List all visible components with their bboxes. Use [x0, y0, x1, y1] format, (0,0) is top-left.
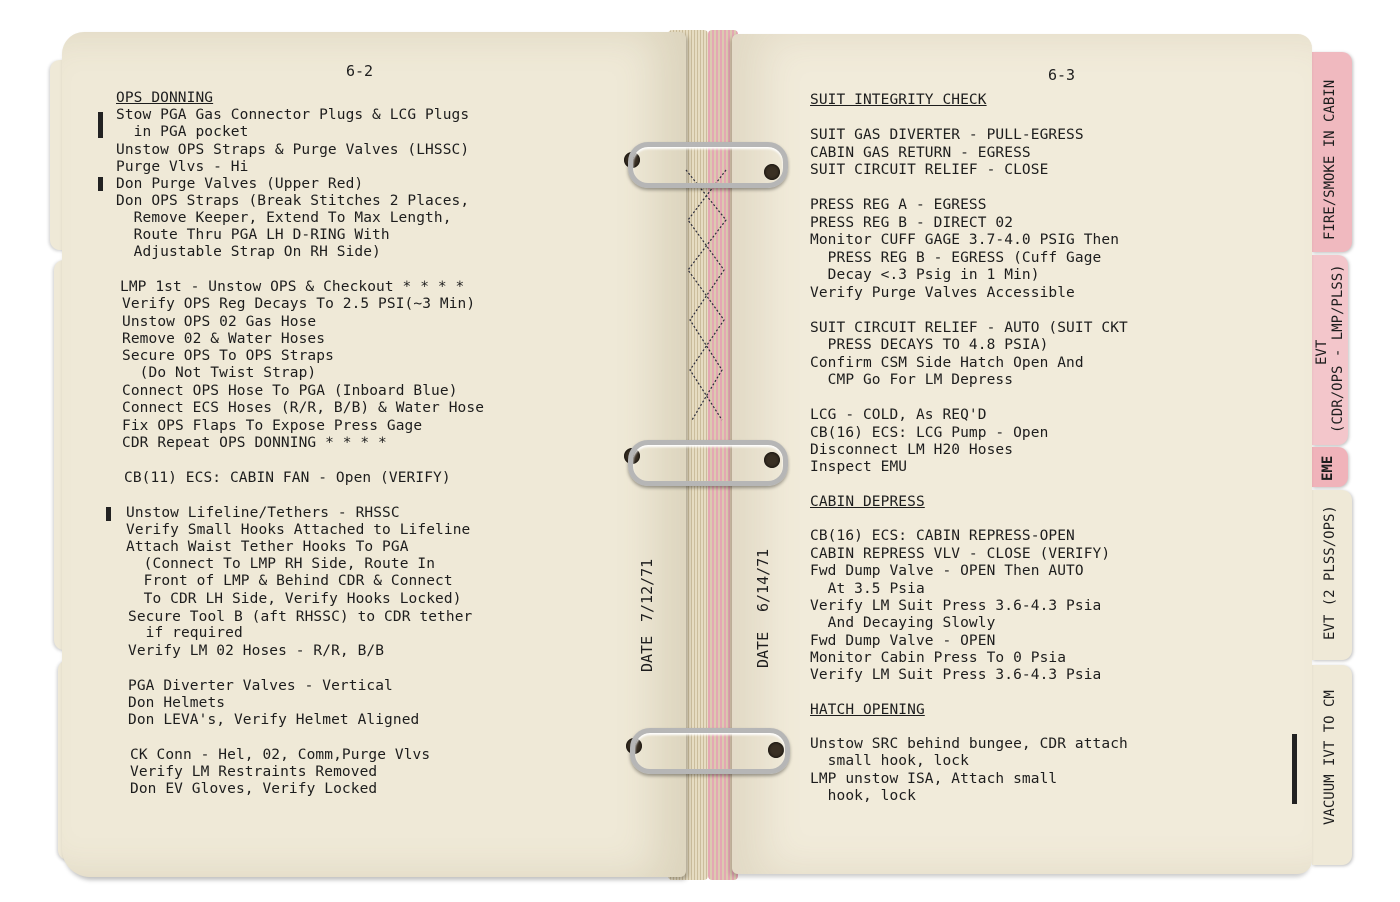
tab-vacuum-ivt[interactable]: [1312, 665, 1352, 865]
checklist-line: (Do Not Twist Strap): [122, 365, 317, 381]
checklist-line: Verify LM 02 Hoses - R/R, B/B: [128, 643, 385, 659]
checklist-line: Purge Vlvs - Hi: [116, 159, 249, 175]
section-heading: SUIT INTEGRITY CHECK: [810, 92, 987, 108]
date-value: 7/12/71: [638, 558, 656, 622]
checklist-line: Verify Purge Valves Accessible: [810, 285, 1075, 301]
checklist-line: PGA Diverter Valves - Vertical: [128, 678, 393, 694]
checklist-line: LMP 1st - Unstow OPS & Checkout * * * *: [120, 279, 465, 295]
section-heading: OPS DONNING: [116, 90, 214, 106]
checklist-line: Verify OPS Reg Decays To 2.5 PSI(~3 Min): [122, 296, 476, 312]
checklist-line: Monitor CUFF GAGE 3.7-4.0 PSIG Then: [810, 232, 1120, 248]
checklist-line: Secure OPS To OPS Straps: [122, 348, 334, 364]
checklist-line: To CDR LH Side, Verify Hooks Locked): [126, 591, 462, 607]
checklist-line: Don Helmets: [128, 695, 226, 711]
binder-ring: [628, 440, 788, 486]
checklist-line: Connect OPS Hose To PGA (Inboard Blue): [122, 383, 458, 399]
checklist-line: Unstow OPS Straps & Purge Valves (LHSSC): [116, 142, 470, 158]
checklist-line: PRESS REG B - EGRESS (Cuff Gage: [810, 250, 1102, 266]
checklist-line: CB(16) ECS: CABIN REPRESS-OPEN: [810, 528, 1075, 544]
checklist-line: Unstow SRC behind bungee, CDR attach: [810, 736, 1128, 752]
checklist-line: Inspect EMU: [810, 459, 908, 475]
checklist-line: Fix OPS Flaps To Expose Press Gage: [122, 418, 423, 434]
checklist-line: CB(11) ECS: CABIN FAN - Open (VERIFY): [124, 470, 451, 486]
checklist-line: Adjustable Strap On RH Side): [116, 244, 381, 260]
checklist-line: Disconnect LM H20 Hoses: [810, 442, 1014, 458]
checklist-line: At 3.5 Psia: [810, 581, 925, 597]
checklist-line: Decay <.3 Psig in 1 Min): [810, 267, 1040, 283]
checklist-line: (Connect To LMP RH Side, Route In: [126, 556, 436, 572]
page-number: 6-3: [1048, 66, 1076, 84]
checklist-line: Don OPS Straps (Break Stitches 2 Places,: [116, 193, 470, 209]
checklist-line: Verify LM Restraints Removed: [130, 764, 378, 780]
checklist-line: LCG - COLD, As REQ'D: [810, 407, 987, 423]
checklist-line: if required: [128, 625, 243, 641]
checklist-line: Verify Small Hooks Attached to Lifeline: [126, 522, 471, 538]
checklist-line: Verify LM Suit Press 3.6-4.3 Psia: [810, 667, 1102, 683]
checklist-line: PRESS DECAYS TO 4.8 PSIA): [810, 337, 1049, 353]
checklist-line: Connect ECS Hoses (R/R, B/B) & Water Hose: [122, 400, 485, 416]
checklist-line: CABIN GAS RETURN - EGRESS: [810, 145, 1031, 161]
tab-fire-smoke-label: FIRE/SMOKE IN CABIN: [1322, 79, 1338, 240]
checklist-line: Stow PGA Gas Connector Plugs & LCG Plugs: [116, 107, 470, 123]
checklist-line: LMP unstow ISA, Attach small: [810, 771, 1058, 787]
tab-evt-cdr-ops[interactable]: [1312, 255, 1348, 445]
checklist-line: Remove 02 & Water Hoses: [122, 331, 326, 347]
checklist-line: Fwd Dump Valve - OPEN Then AUTO: [810, 563, 1084, 579]
revision-bar: [1292, 734, 1297, 804]
revision-bar: [98, 112, 103, 138]
page-number: 6-2: [346, 62, 374, 80]
tab-evt-2-plss-label: EVT (2 PLSS/OPS): [1322, 505, 1338, 640]
tab-fire-smoke[interactable]: [1312, 52, 1352, 252]
checklist-line: small hook, lock: [810, 753, 969, 769]
pen-scribble-mark: [676, 160, 736, 460]
revision-bar: [106, 507, 111, 521]
left-page: [62, 32, 686, 877]
checklist-line: PRESS REG A - EGRESS: [810, 197, 987, 213]
checklist-line: Don LEVA's, Verify Helmet Aligned: [128, 712, 420, 728]
checklist-line: And Decaying Slowly: [810, 615, 996, 631]
section-heading: HATCH OPENING: [810, 702, 925, 718]
tab-evt-label: EVT: [1314, 339, 1330, 365]
checklist-line: Unstow OPS 02 Gas Hose: [122, 314, 317, 330]
checklist-line: Verify LM Suit Press 3.6-4.3 Psia: [810, 598, 1102, 614]
checklist-line: Fwd Dump Valve - OPEN: [810, 633, 996, 649]
checklist-line: CK Conn - Hel, 02, Comm,Purge Vlvs: [130, 747, 431, 763]
tab-eme-label: EME: [1320, 455, 1336, 481]
checklist-line: hook, lock: [810, 788, 916, 804]
checklist-line: CDR Repeat OPS DONNING * * * *: [122, 435, 387, 451]
checklist-line: Monitor Cabin Press To 0 Psia: [810, 650, 1067, 666]
checklist-line: SUIT GAS DIVERTER - PULL-EGRESS: [810, 127, 1084, 143]
checklist-line: Confirm CSM Side Hatch Open And: [810, 355, 1084, 371]
date-label: DATE: [638, 635, 656, 672]
checklist-line: Route Thru PGA LH D-RING With: [116, 227, 390, 243]
checklist-line: Front of LMP & Behind CDR & Connect: [126, 573, 453, 589]
checklist-line: Remove Keeper, Extend To Max Length,: [116, 210, 452, 226]
tab-vacuum-ivt-label: VACUUM IVT TO CM: [1322, 690, 1338, 825]
revision-bar: [98, 177, 103, 191]
checklist-line: Secure Tool B (aft RHSSC) to CDR tether: [128, 609, 473, 625]
checklist-line: Attach Waist Tether Hooks To PGA: [126, 539, 409, 555]
tab-eme[interactable]: [1312, 447, 1348, 487]
checklist-line: SUIT CIRCUIT RELIEF - CLOSE: [810, 162, 1049, 178]
section-heading: CABIN DEPRESS: [810, 494, 925, 510]
tab-evt-sub-label: (CDR/OPS - LMP/PLSS): [1330, 264, 1346, 433]
checklist-line: CB(16) ECS: LCG Pump - Open: [810, 425, 1049, 441]
tab-evt-2-plss[interactable]: [1312, 490, 1352, 660]
binder-ring: [628, 142, 788, 188]
right-page: [732, 34, 1312, 874]
checklist-line: in PGA pocket: [116, 124, 249, 140]
checklist-line: CMP Go For LM Depress: [810, 372, 1014, 388]
date-label: DATE: [754, 631, 772, 668]
date-value: 6/14/71: [754, 548, 772, 612]
checklist-line: PRESS REG B - DIRECT 02: [810, 215, 1014, 231]
checklist-line: Don Purge Valves (Upper Red): [116, 176, 364, 192]
binder-ring: [630, 728, 790, 774]
checklist-line: Don EV Gloves, Verify Locked: [130, 781, 378, 797]
checklist-line: CABIN REPRESS VLV - CLOSE (VERIFY): [810, 546, 1111, 562]
checklist-line: SUIT CIRCUIT RELIEF - AUTO (SUIT CKT: [810, 320, 1128, 336]
checklist-line: Unstow Lifeline/Tethers - RHSSC: [126, 505, 400, 521]
